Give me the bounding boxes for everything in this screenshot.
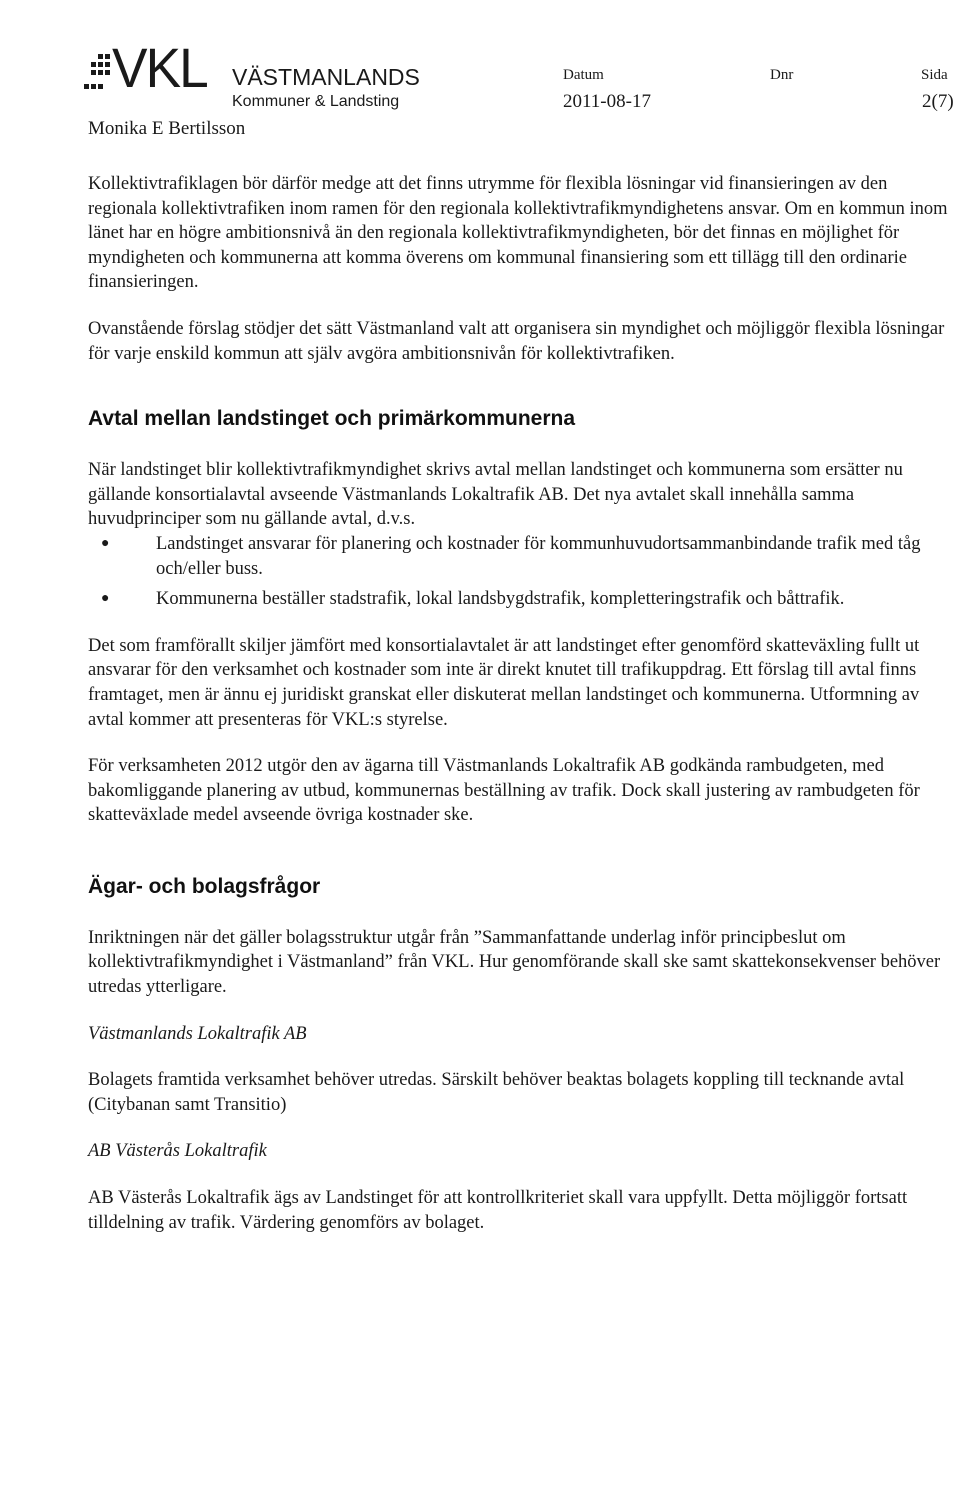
paragraph: Bolagets framtida verksamhet behöver utredas. Särskilt behöver beaktas bolagets koppling till tecknande avtal (Citybanan samt Transitio): [88, 1070, 905, 1115]
subsection-heading: AB Västerås Lokaltrafik: [88, 1141, 267, 1162]
document-body: [88, 172, 948, 1257]
paragraph: AB Västerås Lokaltrafik ägs av Landstinget för att kontrollkriteriet skall vara uppfyllt. Detta möjliggör fortsatt tilldelning av trafik. Värdering genomförs av bolaget.: [88, 1188, 908, 1233]
vkl-logo: [84, 36, 444, 110]
paragraph: För verksamheten 2012 utgör den av ägarna till Västmanlands Lokaltrafik AB godkända rambudgeten, med bakomliggande planering av utbud, kommunernas beställning av trafik. Dock skall justering av rambudgeten för skatteväxlade medel avseende övriga kostnader ske.: [88, 756, 920, 826]
date-value: 2011-08-17: [563, 91, 651, 112]
author-name: Monika E Bertilsson: [88, 118, 246, 139]
paragraph: Inriktningen när det gäller bolagsstruktur utgår från ”Sammanfattande underlag inför principbeslut om kollektivtrafikmyndighet i Västmanland” från VKL. Hur genomförande skall ske samt skattekonsekvenser behöver utredas ytterligare.: [88, 927, 941, 998]
paragraph: Kollektivtrafiklagen bör därför medge att det finns utrymme för flexibla lösningar vid finansieringen av den regionala kollektivtrafiken inom ramen för den regionala kollektivtrafikmyndighetens ansvar. Om en kommun inom länet har en högre ambitionsnivå än den regionala kollektivtrafikmyndigheten, bör det finnas en möjlighet för myndigheten och kommunerna att komma överens om kommunal finansiering som ett tillägg till den ordinarie finansieringen.: [88, 174, 948, 293]
logo-wordmark: VKL: [112, 36, 207, 99]
paragraph: Det som framförallt skiljer jämfört med konsortialavtalet är att landstinget efter genomförd skatteväxling fullt ut ansvarar för den verksamhet och kostnader som inte är direkt knutet till trafikuppdrag. Ett förslag till avtal finns framtaget, men är ännu ej juridiskt granskat eller diskuterat mellan landstinget och kommunerna. Utformning av avtal kommer att presenteras för VKL:s styrelse.: [88, 635, 920, 730]
paragraph: Ovanstående förslag stödjer det sätt Västmanland valt att organisera sin myndighet och möjliggör flexibla lösningar för varje enskild kommun att själv avgöra ambitionsnivån för kollektivtrafiken.: [88, 318, 945, 364]
logo-region-name: VÄSTMANLANDS: [232, 64, 420, 90]
bullet-text: Landstinget ansvarar för planering och kostnader för kommunhuvudortsammanbindande trafik med tåg och/eller buss.: [156, 533, 921, 579]
date-label: Datum: [563, 67, 604, 83]
bullet-item: [88, 532, 948, 581]
bullet-item: [88, 587, 948, 612]
section-heading: Avtal mellan landstinget och primärkommunerna: [88, 407, 575, 431]
bullet-list: [88, 532, 948, 612]
bullet-icon: ●: [101, 591, 110, 607]
section-heading: Ägar- och bolagsfrågor: [88, 874, 321, 898]
logo-subtitle: Kommuner & Landsting: [232, 93, 400, 110]
bullet-icon: ●: [101, 535, 110, 551]
page-label: Sida: [921, 67, 948, 83]
bullet-text: Kommunerna beställer stadstrafik, lokal landsbygdstrafik, kompletteringstrafik och båttrafik.: [156, 589, 845, 610]
page-number: 2(7): [922, 91, 954, 112]
subsection-heading: Västmanlands Lokaltrafik AB: [88, 1023, 307, 1044]
logo-dots-graphic: [84, 52, 112, 92]
paragraph: När landstinget blir kollektivtrafikmyndighet skrivs avtal mellan landstinget och kommunerna som ersätter nu gällande konsortialavtal avseende Västmanlands Lokaltrafik AB. Det nya avtalet skall innehålla samma huvudprinciper som nu gällande avtal, d.v.s.: [88, 460, 903, 530]
dnr-label: Dnr: [770, 67, 794, 83]
